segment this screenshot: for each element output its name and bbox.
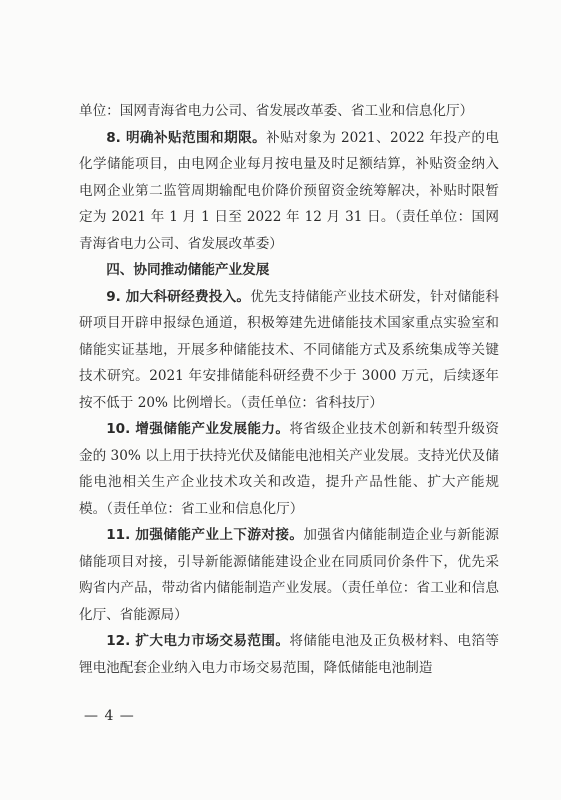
- item-11-lead: 11. 加强储能产业上下游对接。: [106, 527, 304, 543]
- item-11-body: 加强省内储能制造企业与新能源储能项目对接，引导新能源储能建设企业在同质同价条件下，优先采购省内产品，带动省内储能制造产业发展。（责任单位：省工业和信息化厅、省能源局）: [79, 527, 499, 623]
- item-9-lead: 9. 加大科研经费投入。: [106, 288, 251, 305]
- item-9-paragraph: [79, 284, 499, 417]
- section-heading: 四、协同推动储能产业发展: [106, 262, 270, 278]
- item-12-body: 将储能电池及正负极材料、电箔等锂电池配套企业纳入电力市场交易范围，降低储能电池制造: [79, 633, 499, 676]
- item-12-paragraph: [79, 628, 499, 681]
- item-8-paragraph: [79, 125, 499, 258]
- page-number: — 4 —: [84, 708, 135, 724]
- item-10-body: 将省级企业技术创新和转型升级资金的 30% 以上用于扶持光伏及储能电池相关产业发展。支持光伏及储能电池相关生产企业技术攻关和改造，提升产品性能、扩大产能规模。（责任单位：省工业和信息化厅）: [79, 421, 499, 517]
- item-10-paragraph: [79, 416, 499, 522]
- item-11-paragraph: [79, 522, 499, 628]
- item-8-body: 补贴对象为 2021、2022 年投产的电化学储能项目，由电网企业每月按电量及时足额结算，补贴资金纳入电网企业第二监管周期输配电价降价预留资金统筹解决，补贴时限暂定为 2021 年 1 月 1 日至 2022 年 12 月 31 日。（责任单位：国网青海省电力公司、省发展改革委）: [79, 129, 499, 252]
- item-12-lead: 12. 扩大电力市场交易范围。: [106, 633, 290, 649]
- item-9-body: 优先支持储能产业技术研发，针对储能科研项目开辟申报绿色通道，积极筹建先进储能技术国家重点实验室和储能实证基地，开展多种储能技术、不同储能方式及系统集成等关键技术研究。2021 年安排储能科研经费不少于 3000 万元，后续逐年按不低于 20% 比例增长。（责任单位：省科技厅）: [79, 288, 499, 411]
- item-8-lead: 8. 明确补贴范围和期限。: [106, 129, 267, 146]
- continued-paragraph: 单位：国网青海省电力公司、省发展改革委、省工业和信息化厅）: [79, 103, 474, 119]
- document-body: [79, 98, 499, 681]
- item-10-lead: 10. 增强储能产业发展能力。: [106, 421, 290, 437]
